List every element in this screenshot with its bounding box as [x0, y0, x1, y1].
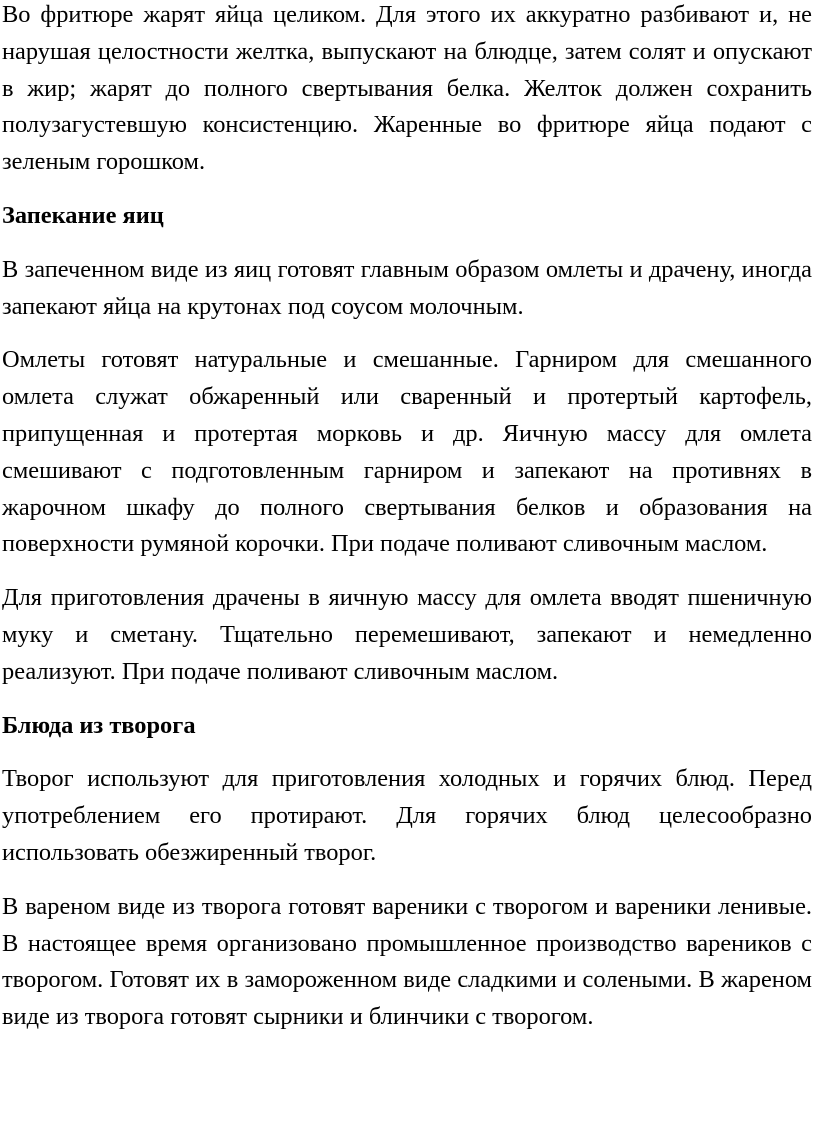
- section-heading-baked-eggs: Запекание яиц: [2, 201, 164, 229]
- paragraph-drachena: Для приготовления драчены в яичную массу для омлета вводят пшеничную муку и сметану. Тщательно перемешивают, запекают и немедленно реализуют. При подаче поливают сливочным маслом.: [2, 584, 812, 685]
- section-heading-cottage-cheese: Блюда из творога: [2, 711, 196, 739]
- paragraph-vareniki: В вареном виде из творога готовят вареники с творогом и вареники ленивые. В настоящее время организовано промышленное производство вареников с творогом. Готовят их в замороженном виде сладкими и солеными. В жареном виде из творога готовят сырники и блинчики с творогом.: [2, 892, 812, 1031]
- paragraph-omelets: Омлеты готовят натуральные и смешанные. Гарниром для смешанного омлета служат обжаренный или сваренный и протертый картофель, припущенная и протертая морковь и др. Яичную массу для омлета смешивают с подготовленным гарниром и запекают на противнях в жарочном шкафу до полного свертывания белков и образования на поверхности румяной корочки. При подаче поливают сливочным маслом.: [2, 346, 812, 558]
- paragraph-deep-fried-eggs: Во фритюре жарят яйца целиком. Для этого их аккуратно разбивают и, не нарушая целостности желтка, выпускают на блюдце, затем солят и опускают в жир; жарят до полного свертывания белка. Желток должен сохранить полузагустевшую консистенцию. Жаренные во фритюре яйца подают с зеленым горошком.: [2, 1, 812, 176]
- paragraph-cottage-cheese-intro: Творог используют для приготовления холодных и горячих блюд. Перед употреблением его протирают. Для горячих блюд целесообразно использовать обезжиренный творог.: [2, 765, 812, 866]
- paragraph-baked-eggs-intro: В запеченном виде из яиц готовят главным образом омлеты и драчену, иногда запекают яйца на крутонах под соусом молочным.: [2, 255, 812, 320]
- document-page: [2, 0, 812, 1053]
